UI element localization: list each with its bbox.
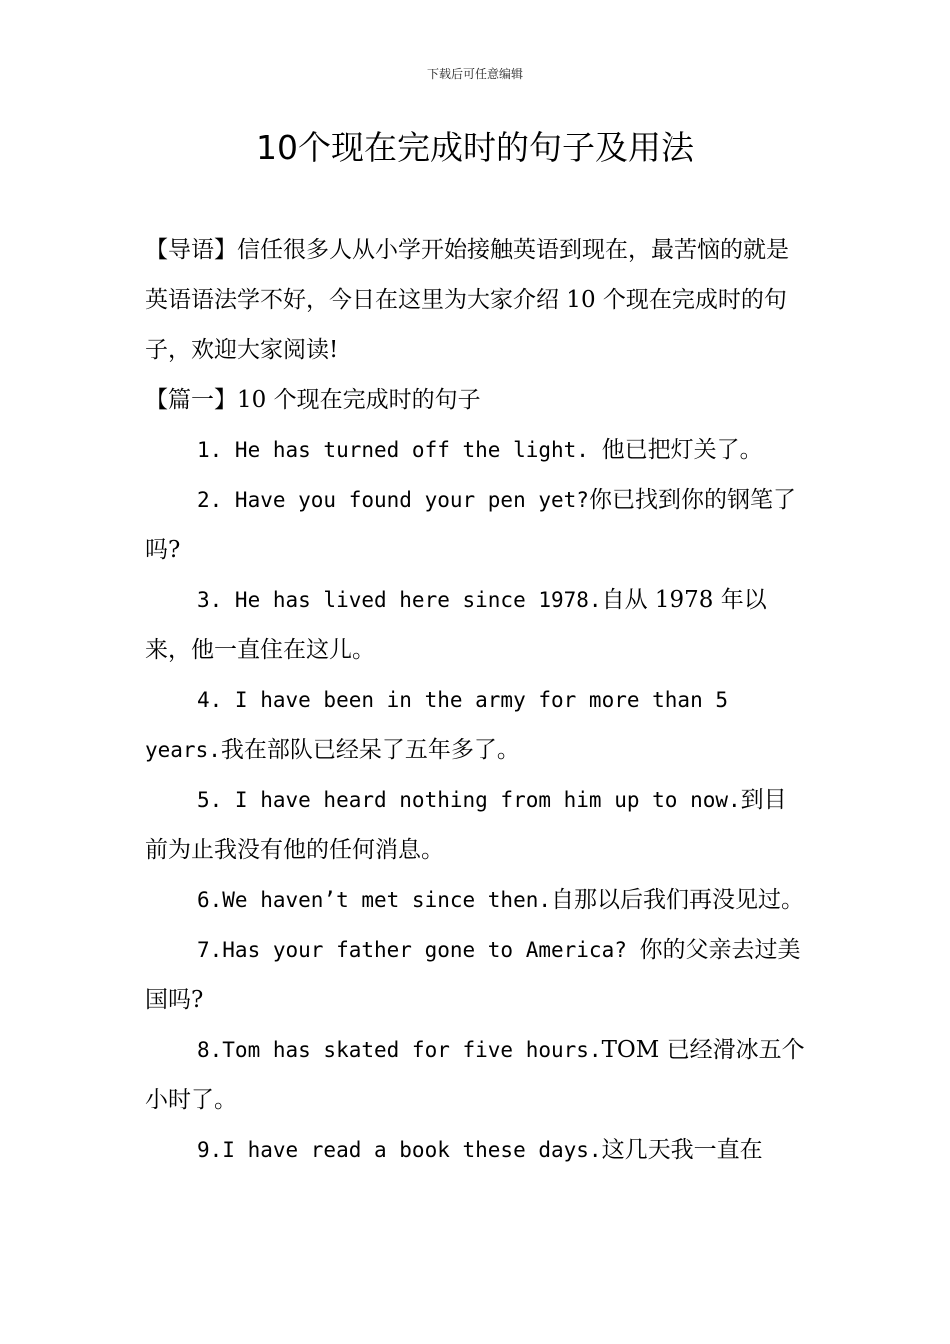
sentence-english: 1. He has turned off the light. <box>197 438 602 462</box>
sentence-item <box>145 675 807 775</box>
sentence-chinese: 我在部队已经呆了五年多了。 <box>220 737 520 763</box>
document-body <box>145 225 807 1175</box>
intro-label: 【导语】 <box>145 237 237 263</box>
sentence-item <box>145 925 807 1025</box>
sentence-chinese: TOM 已经滑冰五个小时了。 <box>145 1037 805 1113</box>
sentence-english: 4. I have been in the army for more than 5 years. <box>145 688 729 762</box>
sentence-chinese: 你的父亲去过美国吗? <box>145 937 801 1013</box>
sentence-chinese: 这几天我一直在 <box>601 1137 763 1163</box>
intro-text: 信任很多人从小学开始接触英语到现在，最苦恼的就是英语语法学不好，今日在这里为大家介绍 10 个现在完成时的句子，欢迎大家阅读! <box>145 237 789 363</box>
header-note: 下载后可任意编辑 <box>426 67 523 81</box>
intro-paragraph <box>145 225 807 375</box>
sentence-english: 6.We haven’t met since then. <box>197 888 552 912</box>
sentence-chinese: 他已把灯关了。 <box>601 437 763 463</box>
sentence-chinese: 自那以后我们再没见过。 <box>551 887 805 913</box>
page-title: 10个现在完成时的句子及用法 <box>256 128 694 167</box>
sentence-english: 5. I have heard nothing from him up to now. <box>197 788 741 812</box>
sentence-english: 8.Tom has skated for five hours. <box>197 1038 602 1062</box>
sentence-chinese: 自从 1978 年以来，他一直住在这儿。 <box>145 587 767 663</box>
sentence-item <box>145 475 807 575</box>
sentence-item <box>145 1125 807 1175</box>
sentence-item <box>145 575 807 675</box>
sentence-chinese: 到目前为止我没有他的任何消息。 <box>145 787 787 863</box>
section-label: 【篇一】 <box>145 387 237 413</box>
section-text: 10 个现在完成时的句子 <box>237 387 481 413</box>
sentence-english: 9.I have read a book these days. <box>197 1138 602 1162</box>
sentence-item <box>145 1025 807 1125</box>
section-heading <box>145 375 807 425</box>
sentence-item <box>145 875 807 925</box>
sentence-english: 2. Have you found your pen yet? <box>197 488 589 512</box>
sentence-english: 3. He has lived here since 1978. <box>197 588 602 612</box>
sentence-item <box>145 425 807 475</box>
sentence-item <box>145 775 807 875</box>
sentence-english: 7.Has your father gone to America? <box>197 938 640 962</box>
sentence-chinese: 你已找到你的钢笔了吗? <box>145 487 796 563</box>
